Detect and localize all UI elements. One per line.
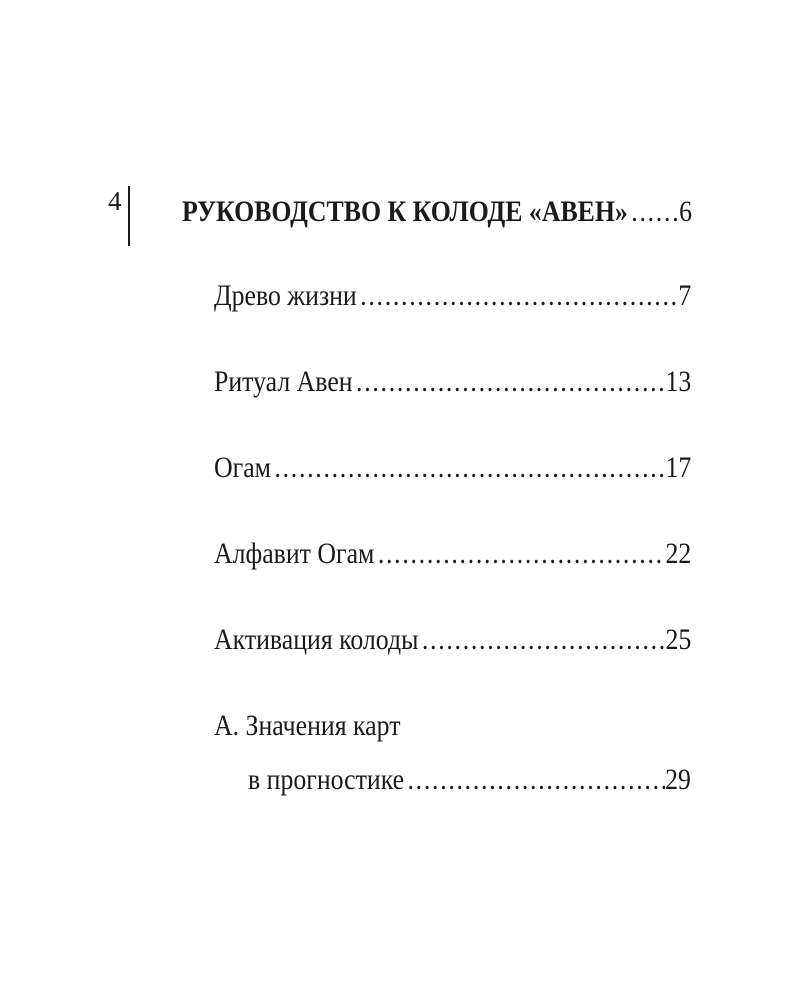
toc-entry[interactable] bbox=[214, 276, 691, 316]
toc-entry[interactable] bbox=[214, 448, 691, 488]
toc-entry-page: 17 bbox=[665, 451, 692, 484]
toc-entry-title: Алфавит Огам bbox=[214, 537, 375, 570]
toc-entry-title: Ритуал Авен bbox=[214, 365, 353, 398]
toc-leader-dots bbox=[374, 534, 665, 574]
page-number: 4 bbox=[108, 186, 122, 216]
toc-entry-title: Огам bbox=[214, 451, 272, 484]
toc-entry-page: 29 bbox=[665, 763, 691, 796]
toc-entry[interactable] bbox=[214, 620, 691, 660]
toc-entry-title: Активация колоды bbox=[214, 623, 419, 656]
toc-entry-page: 13 bbox=[665, 365, 692, 398]
toc-heading[interactable] bbox=[182, 192, 692, 232]
toc-entry-title: в прогностике bbox=[248, 763, 405, 796]
toc-multiline-entry-first-line[interactable]: А. Значения карт bbox=[214, 709, 401, 742]
toc-entry[interactable] bbox=[214, 362, 691, 402]
toc-heading-page: 6 bbox=[679, 195, 692, 228]
toc-entry-page: 25 bbox=[665, 623, 692, 656]
toc-leader-dots bbox=[353, 362, 666, 402]
toc-heading-title: РУКОВОДСТВО К КОЛОДЕ «АВЕН» bbox=[182, 195, 628, 228]
toc-leader-dots bbox=[357, 276, 679, 316]
toc-entry-title: Древо жизни bbox=[214, 279, 357, 312]
toc-entry-page: 7 bbox=[678, 279, 692, 312]
toc-entry-page: 22 bbox=[665, 537, 692, 570]
toc-leader-dots bbox=[628, 192, 679, 232]
toc-leader-dots bbox=[271, 448, 665, 488]
toc-leader-dots bbox=[404, 760, 665, 800]
toc-leader-dots bbox=[418, 620, 665, 660]
toc-multiline-entry-second-line[interactable] bbox=[248, 760, 691, 800]
toc-entry[interactable] bbox=[214, 534, 691, 574]
